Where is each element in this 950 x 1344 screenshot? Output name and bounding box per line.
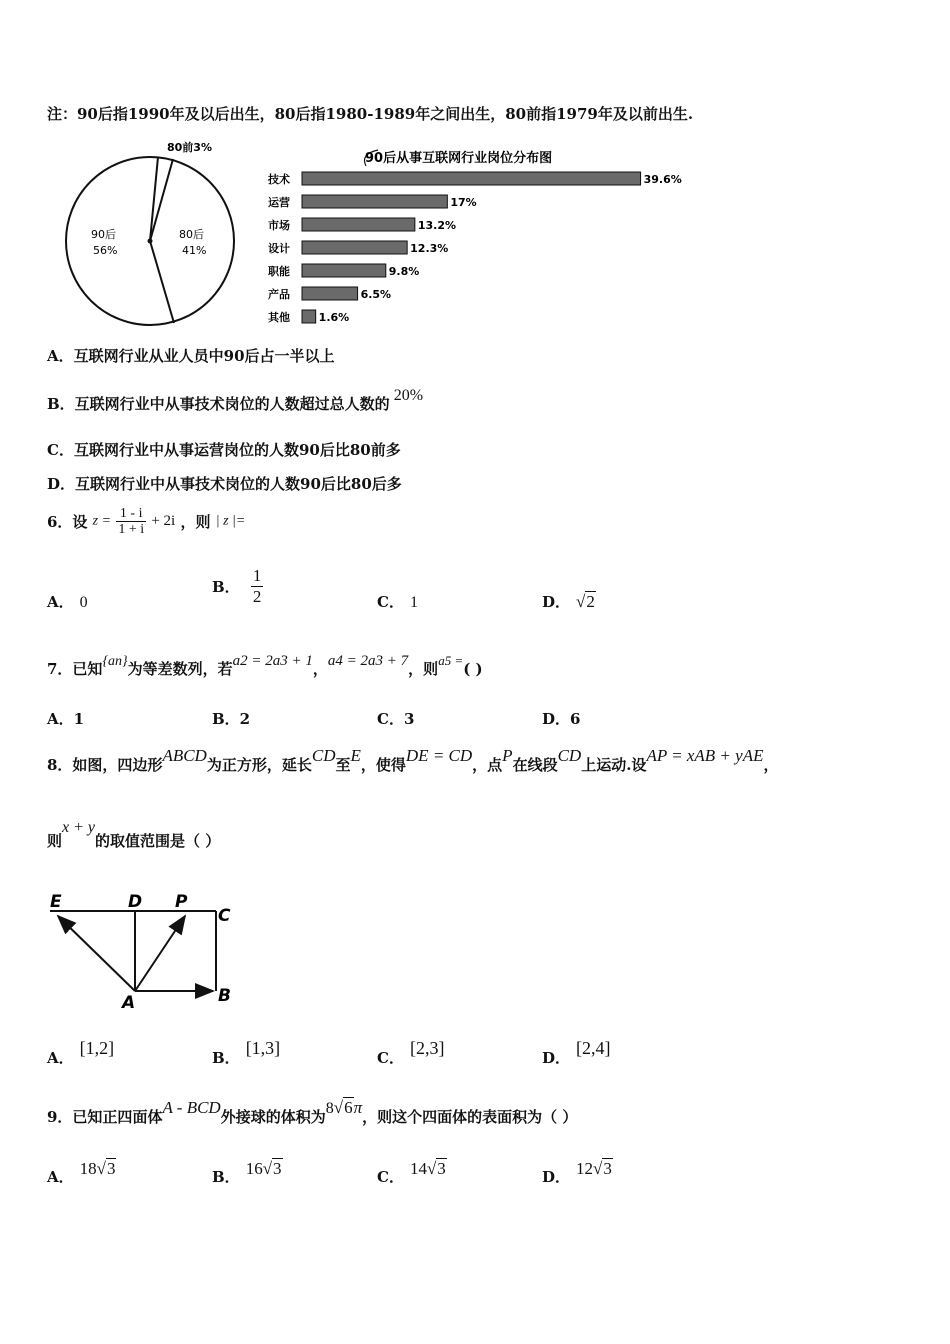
bar-chart bbox=[260, 140, 720, 330]
label-b: B bbox=[218, 986, 231, 1006]
q8-figure bbox=[40, 888, 240, 1013]
pie-chart bbox=[55, 135, 255, 335]
q6-frac-num: 1 - i bbox=[116, 506, 146, 522]
bar-value-label: 1.6% bbox=[318, 311, 350, 324]
label-a: A bbox=[122, 993, 136, 1013]
q6-option-a: A． 0 bbox=[47, 593, 88, 611]
bar-category-label: 产品 bbox=[268, 288, 290, 301]
pie-label-80-a: 80后 bbox=[179, 228, 204, 241]
vector-ae bbox=[58, 916, 135, 991]
q5-option-b bbox=[47, 387, 424, 414]
q8-option-d: D． [2,4] bbox=[542, 1038, 611, 1067]
q8-stem: 8．如图，四边形ABCD为正方形，延长CD至E，使得DE = CD，点P在线段CD上运动.设AP = xAB + yAE， bbox=[47, 746, 779, 774]
bar-value-label: 9.8% bbox=[388, 265, 420, 278]
bar-category-label: 市场 bbox=[268, 219, 290, 232]
bar bbox=[302, 241, 407, 254]
q5-option-b-text: B．互联网行业中从事技术岗位的人数超过总人数的 bbox=[47, 395, 390, 413]
bar-category-label: 运营 bbox=[268, 196, 290, 209]
q9-volume: 8√6π bbox=[325, 1098, 363, 1117]
q6-prefix: 6．设 bbox=[47, 513, 88, 531]
bar-category-label: 其他 bbox=[268, 311, 290, 324]
q6-frac-den: 1 + i bbox=[118, 522, 145, 537]
bar-value-label: 39.6% bbox=[643, 173, 682, 186]
q6-option-d-sqrt: √2 bbox=[576, 592, 595, 611]
bar bbox=[302, 218, 415, 231]
bar-value-label: 13.2% bbox=[417, 219, 457, 232]
bar bbox=[302, 172, 641, 185]
q8-stem-line2: 则x + y的取值范围是（ ） bbox=[47, 819, 221, 850]
pie-label-80-b: 41% bbox=[182, 244, 207, 257]
pie-label-90-b: 56% bbox=[93, 244, 118, 257]
q6-option-b-frac: $\frac{1}{2}$ bbox=[252, 566, 262, 606]
vector-ap bbox=[135, 916, 185, 991]
bar bbox=[302, 310, 316, 323]
q6-stem bbox=[47, 506, 245, 537]
bar bbox=[302, 264, 386, 277]
q5-option-a: A．互联网行业从业人员中90后占一半以上 bbox=[47, 347, 335, 365]
q6-mid: ，则 bbox=[180, 513, 211, 531]
q6-abs: | z |= bbox=[215, 513, 246, 529]
bar bbox=[302, 195, 447, 208]
chart-title: 90后从事互联网行业岗位分布图 bbox=[365, 151, 553, 166]
q7-stem: 7．已知{an}为等差数列，若a2 = 2a3 + 1，a4 = 2a3 + 7，则a5 =( ) bbox=[47, 653, 483, 678]
label-d: D bbox=[128, 892, 143, 912]
q9-option-d: D． 12√3 bbox=[542, 1159, 612, 1186]
q7-seq: {an} bbox=[102, 654, 128, 669]
bar-value-label: 6.5% bbox=[360, 288, 392, 301]
pie-divider-3 bbox=[150, 241, 174, 323]
q6-option-b: B． $\frac{1}{2}$ bbox=[212, 566, 262, 606]
bar-category-label: 设计 bbox=[268, 242, 290, 255]
note-text: 注：90后指1990年及以后出生，80后指1980-1989年之间出生，80前指1979年及以前出生. bbox=[47, 105, 694, 123]
q7-eq1: a2 = 2a3 + 1 bbox=[232, 653, 313, 669]
q9-option-b: B． 16√3 bbox=[212, 1159, 282, 1186]
q6-fraction bbox=[116, 506, 146, 537]
bar bbox=[302, 287, 358, 300]
q8-option-b: B． [1,3] bbox=[212, 1038, 281, 1067]
label-e: E bbox=[50, 892, 62, 912]
q6-option-c: C． 1 bbox=[377, 593, 418, 611]
q7-option-c: C．3 bbox=[377, 710, 415, 728]
pie-center bbox=[148, 239, 153, 244]
q5-option-d: D．互联网行业中从事技术岗位的人数90后比80后多 bbox=[47, 475, 402, 493]
q6-plus: + 2i bbox=[151, 513, 176, 529]
q8-option-a: A． [1,2] bbox=[47, 1038, 115, 1067]
q6-z-eq: z = bbox=[92, 513, 112, 529]
q5-option-c: C．互联网行业中从事运营岗位的人数90后比80前多 bbox=[47, 441, 401, 459]
bar-value-label: 12.3% bbox=[410, 242, 449, 255]
label-c: C bbox=[218, 906, 231, 926]
q7-option-b: B．2 bbox=[212, 710, 251, 728]
q7-option-d: D．6 bbox=[542, 710, 581, 728]
pie-label-80qian: 80前3% bbox=[167, 141, 212, 154]
label-p: P bbox=[175, 892, 188, 912]
q9-stem: 9．已知正四面体A - BCD外接球的体积为8√6π，则这个四面体的表面积为（ ） bbox=[47, 1098, 578, 1126]
q7-a5: a5 = bbox=[438, 653, 464, 668]
bar-category-label: 职能 bbox=[268, 265, 290, 278]
q5-option-b-math: 20% bbox=[393, 387, 424, 404]
bar-value-label: 17% bbox=[450, 196, 477, 209]
pie-label-90-a: 90后 bbox=[91, 228, 116, 241]
q7-eq2: a4 = 2a3 + 7 bbox=[327, 653, 409, 669]
q8-option-c: C． [2,3] bbox=[377, 1038, 445, 1067]
q6-option-d: D． √2 bbox=[542, 592, 595, 611]
q9-option-c: C． 14√3 bbox=[377, 1159, 446, 1186]
q7-option-a: A．1 bbox=[47, 710, 85, 728]
q9-option-a: A． 18√3 bbox=[47, 1159, 116, 1186]
bar-category-label: 技术 bbox=[268, 173, 290, 186]
